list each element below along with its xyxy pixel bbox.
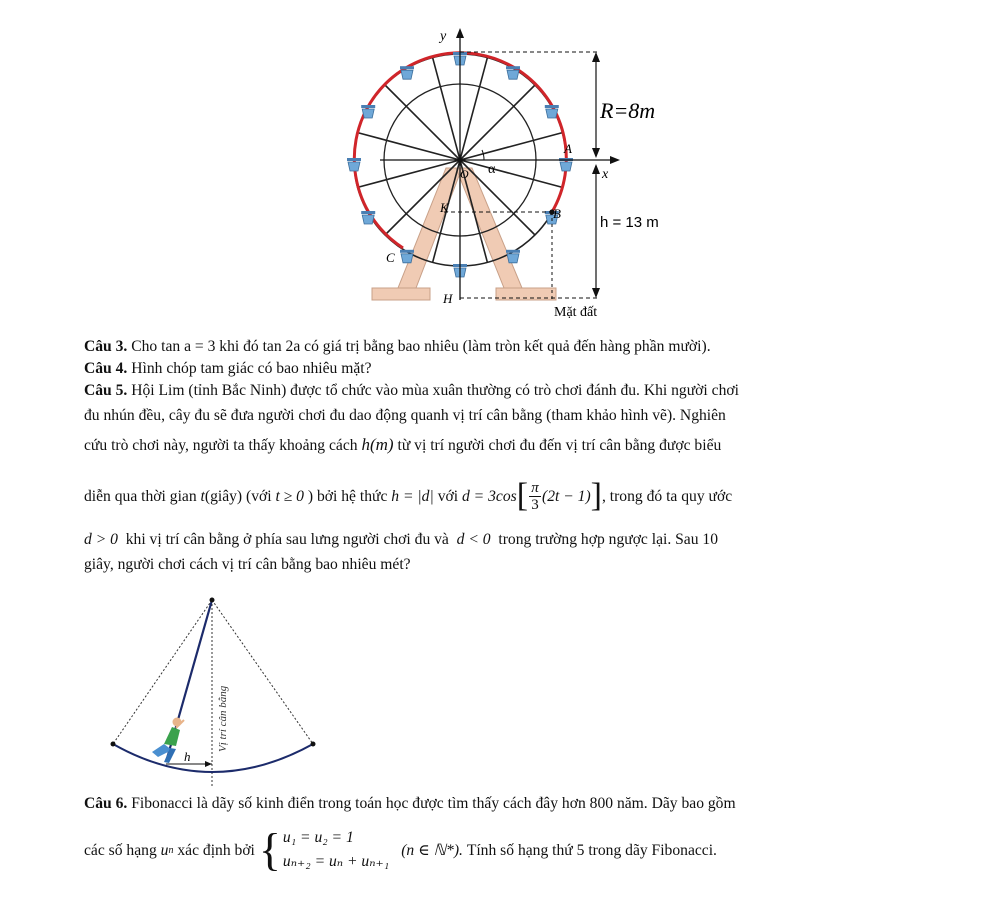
x-axis-label: x <box>602 167 609 182</box>
q6-condition: (n ∈ ℕ*). <box>401 841 463 859</box>
spoke <box>385 85 460 160</box>
q6-line2a: các số hạng <box>84 841 157 859</box>
q5-argument: (2t − 1) <box>542 487 591 505</box>
q5-line3a: cứu trò chơi này, người ta thấy khoảng cách <box>84 437 358 454</box>
q5-fraction-numerator: π <box>531 479 539 496</box>
question-5-line-6 <box>84 554 956 575</box>
support-legs <box>372 168 556 300</box>
height-label: h = 13 m <box>600 214 659 231</box>
q6-n-subscript: n <box>168 844 174 856</box>
q5-with-word: với <box>437 487 459 505</box>
spoke <box>460 58 487 160</box>
y-axis-label: y <box>440 29 447 44</box>
cabin <box>506 66 520 79</box>
q5-h-formula: h = |d| <box>391 487 434 505</box>
question-5-line-3 <box>84 434 956 456</box>
angle-arc <box>482 150 484 160</box>
question-5-line-4 <box>84 471 956 521</box>
q5-d-positive: d > 0 <box>84 531 118 548</box>
q5-right-bracket: ] <box>590 477 602 514</box>
q5-left-bracket: [ <box>516 477 529 514</box>
q5-d-negative: d < 0 <box>456 531 491 548</box>
q6-system-row-1: u₁ = u₂ = 1 <box>282 829 354 846</box>
q6-line2c: Tính số hạng thứ 5 trong dãy Fibonacci. <box>466 841 717 859</box>
q5-d-formula: d = 3cos <box>461 487 517 505</box>
spoke <box>460 85 535 160</box>
y-axis-arrow <box>456 28 464 38</box>
q4-label: Câu 4. <box>84 360 128 377</box>
q5-line2: đu nhún đều, cây đu sẽ đưa người chơi đu dao động quanh vị trí cân bằng (tham khảo hình vẽ). Nghiên <box>84 407 726 424</box>
pivot-dot <box>210 598 215 603</box>
q6-line1: Fibonacci là dãy số kinh điển trong toán học được tìm thấy cách đây hơn 800 năm. Dãy bao gồm <box>131 795 736 812</box>
point-a-label: A <box>564 141 572 156</box>
question-4 <box>84 358 956 379</box>
center-dot <box>458 158 463 163</box>
q6-line2b: xác định bởi <box>177 841 255 859</box>
q4-text: Hình chóp tam giác có bao nhiêu mặt? <box>131 360 372 377</box>
q6-u-symbol: u <box>160 841 169 859</box>
point-h-label: H <box>443 291 453 306</box>
point-o-label: O <box>460 167 469 181</box>
x-axis-arrow <box>610 156 620 164</box>
ground-label: Mặt đất <box>554 305 598 320</box>
q5-line4b: (giây) (với <box>204 487 272 505</box>
h-label: h <box>184 749 191 764</box>
q5-fraction <box>529 480 541 513</box>
spoke <box>358 133 460 160</box>
right-end-dot <box>311 742 316 747</box>
q5-line6: giây, người chơi cách vị trí cân bằng bao nhiêu mét? <box>84 556 411 573</box>
q3-label: Câu 3. <box>84 338 128 355</box>
q5-line5d: trong trường hợp ngược lại. Sau 10 <box>498 531 719 548</box>
q6-brace: { <box>258 824 281 875</box>
q5-line4d: , trong đó ta quy ước <box>601 487 733 505</box>
q5-t-symbol: t <box>200 487 205 505</box>
left-dotted-radius <box>113 600 212 744</box>
spoke <box>460 133 562 160</box>
question-6-line-2 <box>84 820 956 880</box>
q5-t-condition: t ≥ 0 <box>275 487 304 505</box>
angle-label: α <box>488 162 496 177</box>
q5-label: Câu 5. <box>84 382 128 399</box>
question-5-line-2 <box>84 405 956 426</box>
ferris-wheel-figure <box>330 20 690 330</box>
q6-system-row-2: uₙ₊₂ = uₙ + uₙ₊₁ <box>282 853 390 870</box>
radius-label: R=8m <box>600 98 656 123</box>
question-5-line-5 <box>84 529 956 550</box>
question-6-line-1 <box>84 793 956 814</box>
swing-player <box>152 718 184 764</box>
question-3 <box>84 336 956 357</box>
point-b-label: B <box>553 206 561 221</box>
q3-text: Cho tan a = 3 khi đó tan 2a có giá trị bằng bao nhiêu (làm tròn kết quả đến hàng phần mười). <box>131 338 711 355</box>
q5-line5b: khi vị trí cân bằng ở phía sau lưng người chơi đu và <box>125 531 449 548</box>
spoke <box>433 58 460 160</box>
q6-system <box>283 826 389 874</box>
q6-label: Câu 6. <box>84 795 128 812</box>
question-5-line-1 <box>84 380 956 401</box>
point-c-label: C <box>386 250 395 265</box>
cabin <box>347 158 361 171</box>
q5-line4a: diễn qua thời gian <box>84 487 197 505</box>
equilibrium-label: Vị trí cân bằng <box>217 685 229 752</box>
q5-h-symbol: h(m) <box>361 435 394 454</box>
swing-arc <box>113 744 313 772</box>
q5-fraction-denominator: 3 <box>531 496 539 513</box>
point-k-label: K <box>440 200 449 215</box>
q5-line1: Hội Lim (tỉnh Bắc Ninh) được tổ chức vào mùa xuân thường có trò chơi đánh đu. Khi người chơi <box>131 382 739 399</box>
left-end-dot <box>111 742 116 747</box>
q5-line3b: từ vị trí người chơi đu đến vị trí cân bằng được biểu <box>397 437 722 454</box>
q5-line4c: ) bởi hệ thức <box>307 487 388 505</box>
cabin <box>400 66 414 79</box>
swing-figure <box>100 588 330 788</box>
